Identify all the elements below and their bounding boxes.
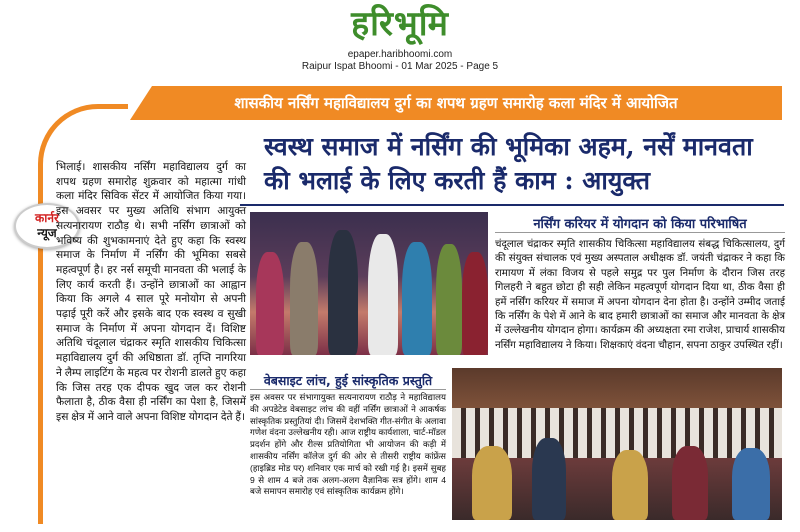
edition-info: Raipur Ispat Bhoomi - 01 Mar 2025 - Page 5 xyxy=(301,61,499,72)
corner-badge-top: कार्नर xyxy=(35,211,59,225)
stage-dignitaries-photo xyxy=(250,212,488,355)
article-bottom-column: इस अवसर पर संभागायुक्त सत्यनारायण राठौड़ ने महाविद्यालय की अपडेटेड वेबसाइट लांच की वहीं नर्सिंग छात्राओं ने आकर्षक सांस्कृतिक प्रस्तुतियां दी। जिसमें देशभक्ति गीत-संगीत के अलावा गणेश वंदना उल्लेखनीय रही। आज राष्ट्रीय कार्यशाला, चार्ट-मॉडल प्रदर्शन होंगे और रील्स प्रतियोगिता भी आयोजन की कड़ी में शासकीय नर्सिंग कॉलेज दुर्ग की ओर से तीसरी राष्ट्रीय कांफ्रेंस (हाइब्रिड मोड पर) शनिवार एक मार्च को रखी गई है। इसमें सुबह 9 से शाम 4 बजे तक अलग-अलग वैज्ञानिक सत्र होंगे। शाम 4 बजे समापन समारोह एवं सांस्कृतिक कार्यक्रम होंगे। xyxy=(250,392,446,497)
section-heading-career: नर्सिंग करियर में योगदान को किया परिभाषित xyxy=(533,217,747,232)
article-left-column: भिलाई। शासकीय नर्सिंग महाविद्यालय दुर्ग का शपथ ग्रहण समारोह शुक्रवार को महात्मा गांधी कला मंदिर सिविक सेंटर में आयोजित किया गया। इस अवसर पर मुख्य अतिथि संभाग आयुक्त सत्यनारायण राठौड़ थे। सभी नर्सिंग छात्राओं को भविष्य की शुभकामनाएं देते हुए कहा कि स्वस्थ समाज के निर्माण में नर्सिंग की भूमिका सबसे महत्वपूर्ण है। हर नर्स समूची मानवता की भलाई के लिए कार्य करती हैं। उन्होंने छात्राओं का आह्वान किया कि अगले 4 साल पूरे मनोयोग से अपनी पढ़ाई पूरी करें और इसके बाद एक स्वस्थ व सुखी समाज के निर्माण में अपना योगदान दें। विशिष्ट अतिथि चंदूलाल चंद्राकर स्मृति शासकीय चिकित्सा महाविद्यालय दुर्ग की अधिष्ठाता डॉ. तृप्ति नागरिया ने लैम्प लाइटिंग के महत्व पर रोशनी डालते हुए कहा कि जिस तरह एक दीपक खुद जल कर रोशनी फैलाता है, ठीक वैसा ही नर्सिंग का पेशा है, जिसमें इस क्षेत्र में आने वाले अपना विशिष्ट योगदान देते हैं। xyxy=(56,161,246,423)
article-right-column: चंदूलाल चंद्राकर स्मृति शासकीय चिकित्सा महाविद्यालय संबद्ध चिकित्सालय, दुर्ग की संयुक्त संचालक एवं मुख्य अस्पताल अधीक्षक डॉ. जयंती चंद्राकर ने कहा कि रामायण में लंका विजय से पहले समुद्र पर पुल निर्माण के दौरान जिस तरह गिलहरी ने बहुत छोटा ही सही लेकिन महत्वपूर्ण योगदान दिया था, ठीक वैसा ही हमें नर्सिंग करियर में समाज में अपना योगदान देना होता है। उन्होंने उम्मीद जताई कि नर्सिंग के पेशे में आने के बाद हमारी छात्राओं का समाज और मानवता के क्षेत्र में उल्लेखनीय योगदान होगा। कार्यक्रम की अध्यक्षता रमा राजेश, प्राचार्य शासकीय नर्सिंग महाविद्यालय ने किया। शिक्षकाएं वंदना चौहान, सपना ठाकुर उपस्थित रहीं। xyxy=(495,239,785,351)
headline-divider xyxy=(240,204,784,206)
main-headline: स्वस्थ समाज में नर्सिंग की भूमिका अहम, नर्सें मानवता की भलाई के लिए करती हैं काम : आयुक्त xyxy=(264,132,753,195)
audience-photo xyxy=(452,368,782,520)
newspaper-logo: हरिभूमि xyxy=(351,4,449,44)
corner-badge-bottom: न्यूज xyxy=(37,226,57,240)
section-divider xyxy=(250,389,446,390)
section-heading-website: वेबसाइट लांच, हुई सांस्कृतिक प्रस्तुति xyxy=(263,373,433,388)
section-divider xyxy=(495,232,785,233)
epaper-url[interactable]: epaper.haribhoomi.com xyxy=(347,49,453,60)
masthead xyxy=(0,0,800,76)
banner-headline: शासकीय नर्सिंग महाविद्यालय दुर्ग का शपथ ग्रहण समारोह कला मंदिर में आयोजित xyxy=(234,94,678,112)
